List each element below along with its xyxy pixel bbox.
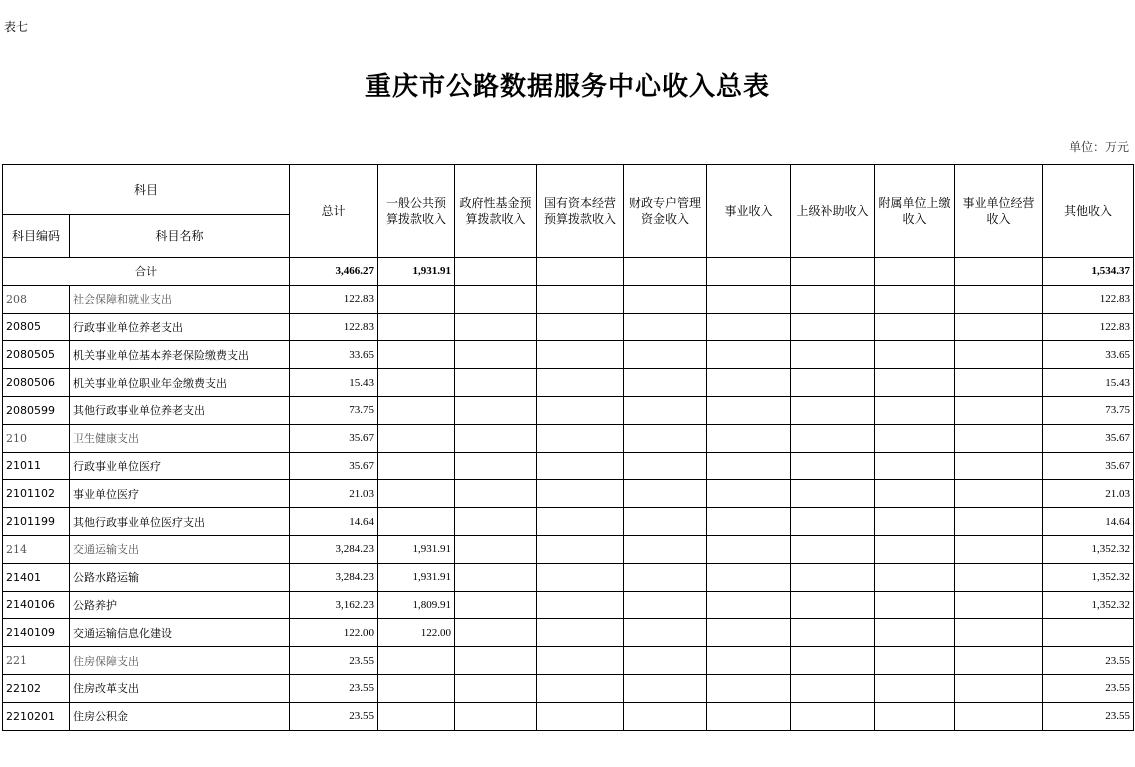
value-cell [791,563,875,591]
value-cell [955,619,1043,647]
value-cell: 122.83 [290,313,378,341]
value-cell [791,452,875,480]
subject-code: 208 [3,285,70,313]
total-cell [875,258,955,286]
value-cell [455,396,537,424]
value-cell [791,674,875,702]
income-summary-table [2,164,1134,731]
total-cell [955,258,1043,286]
value-cell [791,480,875,508]
subject-code: 2210201 [3,702,70,730]
value-cell: 1,809.91 [378,591,455,619]
value-cell [624,452,707,480]
value-cell: 122.83 [290,285,378,313]
value-cell [624,313,707,341]
subject-code: 210 [3,424,70,452]
value-cell [875,508,955,536]
value-cell [875,535,955,563]
table-row [3,702,1134,730]
subject-code: 2140109 [3,619,70,647]
value-cell [455,702,537,730]
value-cell [537,369,624,397]
header-code: 科目编码 [3,215,70,258]
value-cell [537,480,624,508]
subject-code: 2080599 [3,396,70,424]
header-column: 附属单位上缴收入 [875,165,955,258]
value-cell [378,452,455,480]
total-row [3,258,1134,286]
value-cell [455,313,537,341]
value-cell [955,591,1043,619]
header-column: 一般公共预算拨款收入 [378,165,455,258]
subject-code: 2080506 [3,369,70,397]
value-cell [875,674,955,702]
value-cell [955,285,1043,313]
value-cell [875,285,955,313]
table-row [3,285,1134,313]
value-cell [378,508,455,536]
value-cell [875,313,955,341]
value-cell [875,424,955,452]
value-cell [955,535,1043,563]
subject-code: 21011 [3,452,70,480]
value-cell: 1,352.32 [1043,591,1134,619]
subject-code: 2101102 [3,480,70,508]
subject-name: 行政事业单位医疗 [70,452,290,480]
value-cell [455,535,537,563]
value-cell: 122.83 [1043,285,1134,313]
value-cell [624,647,707,675]
value-cell: 15.43 [290,369,378,397]
value-cell [955,702,1043,730]
value-cell: 3,162.23 [290,591,378,619]
value-cell [378,285,455,313]
value-cell [537,702,624,730]
subject-name: 其他行政事业单位医疗支出 [70,508,290,536]
table-row [3,563,1134,591]
value-cell: 3,284.23 [290,563,378,591]
value-cell: 23.55 [1043,702,1134,730]
value-cell [378,313,455,341]
value-cell [707,424,791,452]
value-cell [378,341,455,369]
subject-code: 214 [3,535,70,563]
value-cell: 35.67 [290,424,378,452]
subject-name: 住房公积金 [70,702,290,730]
value-cell: 23.55 [290,702,378,730]
value-cell [875,563,955,591]
value-cell [791,619,875,647]
value-cell [707,591,791,619]
header-column: 政府性基金预算拨款收入 [455,165,537,258]
value-cell [707,619,791,647]
value-cell: 33.65 [290,341,378,369]
value-cell [624,424,707,452]
table-row [3,591,1134,619]
total-cell: 3,466.27 [290,258,378,286]
subject-code: 2101199 [3,508,70,536]
value-cell [624,619,707,647]
table-row [3,647,1134,675]
header-subject: 科目 [3,165,290,215]
table-row [3,508,1134,536]
value-cell [791,591,875,619]
value-cell [378,674,455,702]
value-cell: 122.83 [1043,313,1134,341]
page-title: 重庆市公路数据服务中心收入总表 [364,72,770,102]
value-cell [455,480,537,508]
value-cell [875,619,955,647]
value-cell: 1,931.91 [378,535,455,563]
subject-name: 公路水路运输 [70,563,290,591]
value-cell [707,396,791,424]
subject-name: 交通运输支出 [70,535,290,563]
header-column: 国有资本经营预算拨款收入 [537,165,624,258]
value-cell: 15.43 [1043,369,1134,397]
value-cell [875,591,955,619]
value-cell [875,452,955,480]
table-row [3,313,1134,341]
value-cell [955,674,1043,702]
value-cell [455,341,537,369]
header-column: 事业单位经营收入 [955,165,1043,258]
value-cell: 21.03 [290,480,378,508]
subject-name: 行政事业单位养老支出 [70,313,290,341]
subject-name: 机关事业单位职业年金缴费支出 [70,369,290,397]
value-cell [537,535,624,563]
subject-name: 机关事业单位基本养老保险缴费支出 [70,341,290,369]
subject-name: 公路养护 [70,591,290,619]
value-cell [624,535,707,563]
value-cell [378,396,455,424]
value-cell [875,647,955,675]
value-cell [537,452,624,480]
value-cell: 14.64 [1043,508,1134,536]
value-cell [791,369,875,397]
value-cell: 23.55 [1043,647,1134,675]
total-cell [791,258,875,286]
header-column: 财政专户管理资金收入 [624,165,707,258]
value-cell [955,313,1043,341]
subject-name: 住房保障支出 [70,647,290,675]
value-cell [875,369,955,397]
value-cell [624,702,707,730]
value-cell: 1,352.32 [1043,535,1134,563]
value-cell [791,508,875,536]
table-row [3,619,1134,647]
value-cell [624,591,707,619]
table-row [3,369,1134,397]
value-cell [537,619,624,647]
value-cell [378,424,455,452]
total-cell [455,258,537,286]
value-cell [624,508,707,536]
value-cell [791,702,875,730]
value-cell [707,647,791,675]
value-cell [537,341,624,369]
value-cell [537,674,624,702]
value-cell [955,508,1043,536]
value-cell [455,285,537,313]
total-cell: 1,931.91 [378,258,455,286]
value-cell [624,674,707,702]
value-cell [537,313,624,341]
value-cell [455,508,537,536]
value-cell [537,591,624,619]
value-cell: 35.67 [290,452,378,480]
value-cell [707,369,791,397]
value-cell [624,480,707,508]
value-cell [955,480,1043,508]
value-cell [455,452,537,480]
value-cell [537,508,624,536]
value-cell [1043,619,1134,647]
value-cell: 23.55 [290,674,378,702]
subject-code: 2080505 [3,341,70,369]
value-cell: 1,931.91 [378,563,455,591]
value-cell [955,452,1043,480]
value-cell [378,480,455,508]
table-row [3,396,1134,424]
value-cell [791,535,875,563]
value-cell: 35.67 [1043,424,1134,452]
subject-name: 社会保障和就业支出 [70,285,290,313]
value-cell [707,285,791,313]
value-cell: 73.75 [1043,396,1134,424]
value-cell [791,341,875,369]
value-cell [875,480,955,508]
value-cell [537,285,624,313]
value-cell [537,647,624,675]
value-cell [378,647,455,675]
subject-code: 221 [3,647,70,675]
value-cell: 122.00 [378,619,455,647]
subject-code: 20805 [3,313,70,341]
value-cell [707,702,791,730]
table-number-label: 表七 [4,20,29,34]
value-cell: 122.00 [290,619,378,647]
value-cell [955,341,1043,369]
value-cell [791,396,875,424]
value-cell [455,619,537,647]
value-cell [955,424,1043,452]
subject-code: 21401 [3,563,70,591]
subject-name: 事业单位医疗 [70,480,290,508]
total-cell: 1,534.37 [1043,258,1134,286]
total-cell [624,258,707,286]
value-cell: 21.03 [1043,480,1134,508]
value-cell [955,396,1043,424]
value-cell [624,563,707,591]
value-cell [875,702,955,730]
value-cell [707,313,791,341]
table-row [3,535,1134,563]
value-cell [537,424,624,452]
value-cell [707,341,791,369]
value-cell: 35.67 [1043,452,1134,480]
value-cell [955,563,1043,591]
header-column: 上级补助收入 [791,165,875,258]
value-cell [624,341,707,369]
value-cell [875,396,955,424]
value-cell [707,480,791,508]
subject-name: 其他行政事业单位养老支出 [70,396,290,424]
value-cell: 73.75 [290,396,378,424]
header-name: 科目名称 [70,215,290,258]
subject-name: 交通运输信息化建设 [70,619,290,647]
value-cell [707,508,791,536]
value-cell [707,563,791,591]
table-row [3,341,1134,369]
table-row [3,674,1134,702]
value-cell [455,591,537,619]
value-cell [707,535,791,563]
subject-name: 住房改革支出 [70,674,290,702]
value-cell [455,674,537,702]
value-cell [537,396,624,424]
subject-code: 2140106 [3,591,70,619]
value-cell [455,424,537,452]
total-label: 合计 [3,258,290,286]
value-cell [791,424,875,452]
value-cell [791,285,875,313]
subject-name: 卫生健康支出 [70,424,290,452]
header-column: 事业收入 [707,165,791,258]
value-cell: 23.55 [290,647,378,675]
value-cell [624,285,707,313]
value-cell [955,369,1043,397]
table-row [3,424,1134,452]
value-cell [624,396,707,424]
value-cell [791,313,875,341]
value-cell [537,563,624,591]
value-cell [624,369,707,397]
header-column: 总计 [290,165,378,258]
value-cell: 14.64 [290,508,378,536]
value-cell [455,563,537,591]
value-cell [707,674,791,702]
unit-label: 单位：万元 [1068,140,1129,154]
value-cell: 1,352.32 [1043,563,1134,591]
value-cell: 33.65 [1043,341,1134,369]
header-column: 其他收入 [1043,165,1134,258]
value-cell [791,647,875,675]
total-cell [707,258,791,286]
value-cell [955,647,1043,675]
table-row [3,452,1134,480]
subject-code: 22102 [3,674,70,702]
value-cell [875,341,955,369]
value-cell [455,647,537,675]
value-cell: 3,284.23 [290,535,378,563]
value-cell [707,452,791,480]
value-cell [455,369,537,397]
value-cell [378,702,455,730]
table-row [3,480,1134,508]
total-cell [537,258,624,286]
value-cell [378,369,455,397]
value-cell: 23.55 [1043,674,1134,702]
